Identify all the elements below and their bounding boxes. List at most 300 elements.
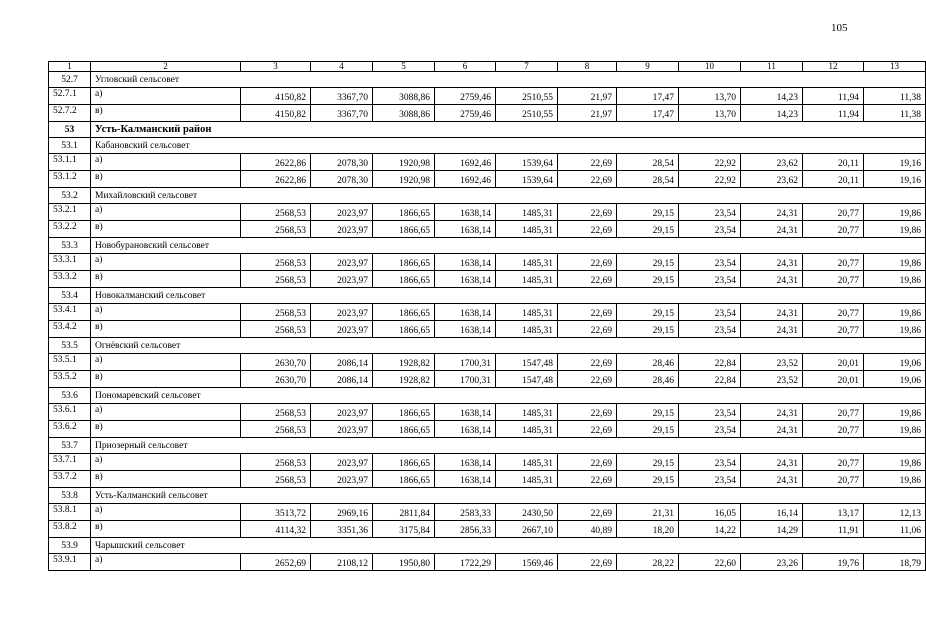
value-cell: 22,92 [679, 171, 741, 188]
value-cell: 23,54 [679, 254, 741, 271]
section-name: Огнёвский сельсовет [91, 338, 926, 354]
row-label: в) [91, 471, 241, 488]
value-cell: 19,16 [864, 154, 926, 171]
value-cell: 2510,55 [496, 88, 558, 105]
value-cell: 28,54 [617, 154, 679, 171]
row-label: а) [91, 404, 241, 421]
value-cell: 20,11 [803, 171, 864, 188]
value-cell: 1638,14 [435, 421, 496, 438]
value-cell: 22,84 [679, 371, 741, 388]
value-cell: 1866,65 [373, 421, 435, 438]
section-name: Пономаревский сельсовет [91, 388, 926, 404]
row-code: 53.8.2 [49, 521, 91, 538]
value-cell: 1485,31 [496, 454, 558, 471]
value-cell: 23,54 [679, 304, 741, 321]
value-cell: 2667,10 [496, 521, 558, 538]
value-cell: 22,69 [558, 504, 617, 521]
row-code: 53.5 [49, 338, 91, 354]
value-cell: 19,16 [864, 171, 926, 188]
value-cell: 3351,36 [311, 521, 373, 538]
value-cell: 12,13 [864, 504, 926, 521]
value-cell: 1866,65 [373, 254, 435, 271]
table-body [49, 62, 926, 571]
section-name: Михайловский сельсовет [91, 188, 926, 204]
value-cell: 22,69 [558, 221, 617, 238]
value-cell: 23,54 [679, 221, 741, 238]
table-row [49, 171, 926, 188]
row-label: в) [91, 271, 241, 288]
row-code: 53.2.1 [49, 204, 91, 221]
row-code: 53.9.1 [49, 554, 91, 571]
row-code: 53.5.1 [49, 354, 91, 371]
value-cell: 22,84 [679, 354, 741, 371]
value-cell: 19,86 [864, 454, 926, 471]
value-cell: 29,15 [617, 254, 679, 271]
column-number: 6 [435, 62, 496, 72]
value-cell: 1485,31 [496, 404, 558, 421]
table-row [49, 154, 926, 171]
column-number: 8 [558, 62, 617, 72]
section-name: Кабановский сельсовет [91, 138, 926, 154]
row-code: 53.6 [49, 388, 91, 404]
table-row [49, 304, 926, 321]
value-cell: 19,86 [864, 321, 926, 338]
section-row [49, 72, 926, 88]
value-cell: 1539,64 [496, 171, 558, 188]
value-cell: 2856,33 [435, 521, 496, 538]
table-row [49, 421, 926, 438]
value-cell: 2510,55 [496, 105, 558, 122]
value-cell: 1700,31 [435, 354, 496, 371]
value-cell: 22,69 [558, 554, 617, 571]
value-cell: 17,47 [617, 88, 679, 105]
row-code: 52.7.1 [49, 88, 91, 105]
value-cell: 29,15 [617, 471, 679, 488]
value-cell: 2630,70 [241, 354, 311, 371]
value-cell: 3088,86 [373, 105, 435, 122]
value-cell: 1928,82 [373, 371, 435, 388]
section-name: Новокалманский сельсовет [91, 288, 926, 304]
value-cell: 14,22 [679, 521, 741, 538]
table-row [49, 221, 926, 238]
section-row [49, 388, 926, 404]
row-code: 53.2.2 [49, 221, 91, 238]
value-cell: 2652,69 [241, 554, 311, 571]
value-cell: 1539,64 [496, 154, 558, 171]
value-cell: 1866,65 [373, 204, 435, 221]
value-cell: 1638,14 [435, 304, 496, 321]
value-cell: 1866,65 [373, 221, 435, 238]
value-cell: 2568,53 [241, 221, 311, 238]
value-cell: 1485,31 [496, 204, 558, 221]
value-cell: 22,69 [558, 404, 617, 421]
value-cell: 1547,48 [496, 354, 558, 371]
value-cell: 1485,31 [496, 221, 558, 238]
tariff-table [48, 61, 926, 571]
table-row [49, 321, 926, 338]
table-row [49, 554, 926, 571]
value-cell: 1866,65 [373, 471, 435, 488]
column-number: 5 [373, 62, 435, 72]
value-cell: 21,97 [558, 105, 617, 122]
row-label: в) [91, 321, 241, 338]
value-cell: 22,69 [558, 354, 617, 371]
row-label: в) [91, 421, 241, 438]
value-cell: 21,97 [558, 88, 617, 105]
value-cell: 24,31 [741, 421, 803, 438]
value-cell: 1920,98 [373, 171, 435, 188]
column-number: 4 [311, 62, 373, 72]
value-cell: 22,69 [558, 371, 617, 388]
value-cell: 24,31 [741, 471, 803, 488]
section-row [49, 188, 926, 204]
value-cell: 18,20 [617, 521, 679, 538]
value-cell: 22,69 [558, 171, 617, 188]
value-cell: 11,94 [803, 105, 864, 122]
value-cell: 20,77 [803, 254, 864, 271]
value-cell: 3367,70 [311, 88, 373, 105]
table-row [49, 404, 926, 421]
value-cell: 1638,14 [435, 254, 496, 271]
row-code: 53.4.1 [49, 304, 91, 321]
value-cell: 2023,97 [311, 421, 373, 438]
value-cell: 22,60 [679, 554, 741, 571]
section-row [49, 138, 926, 154]
table-row [49, 371, 926, 388]
value-cell: 19,06 [864, 371, 926, 388]
value-cell: 29,15 [617, 454, 679, 471]
value-cell: 20,77 [803, 271, 864, 288]
value-cell: 13,17 [803, 504, 864, 521]
value-cell: 13,70 [679, 105, 741, 122]
value-cell: 1485,31 [496, 321, 558, 338]
value-cell: 1638,14 [435, 454, 496, 471]
value-cell: 1638,14 [435, 271, 496, 288]
value-cell: 28,46 [617, 354, 679, 371]
value-cell: 22,69 [558, 271, 617, 288]
value-cell: 16,14 [741, 504, 803, 521]
value-cell: 1866,65 [373, 321, 435, 338]
value-cell: 1866,65 [373, 271, 435, 288]
section-row [49, 438, 926, 454]
row-label: а) [91, 88, 241, 105]
value-cell: 2759,46 [435, 105, 496, 122]
value-cell: 40,89 [558, 521, 617, 538]
value-cell: 2023,97 [311, 271, 373, 288]
value-cell: 24,31 [741, 321, 803, 338]
value-cell: 2568,53 [241, 271, 311, 288]
value-cell: 2568,53 [241, 304, 311, 321]
table-row [49, 521, 926, 538]
value-cell: 2568,53 [241, 321, 311, 338]
row-code: 53.5.2 [49, 371, 91, 388]
value-cell: 1485,31 [496, 254, 558, 271]
row-label: в) [91, 371, 241, 388]
value-cell: 24,31 [741, 204, 803, 221]
value-cell: 3367,70 [311, 105, 373, 122]
value-cell: 29,15 [617, 321, 679, 338]
value-cell: 3513,72 [241, 504, 311, 521]
value-cell: 20,01 [803, 354, 864, 371]
value-cell: 14,23 [741, 88, 803, 105]
row-code: 53.6.1 [49, 404, 91, 421]
column-number: 7 [496, 62, 558, 72]
table-row [49, 454, 926, 471]
value-cell: 19,86 [864, 254, 926, 271]
row-label: а) [91, 304, 241, 321]
value-cell: 19,86 [864, 271, 926, 288]
row-label: а) [91, 204, 241, 221]
row-code: 53.3.2 [49, 271, 91, 288]
row-label: в) [91, 105, 241, 122]
value-cell: 29,15 [617, 404, 679, 421]
section-row [49, 488, 926, 504]
section-row [49, 538, 926, 554]
value-cell: 23,52 [741, 371, 803, 388]
column-number: 13 [864, 62, 926, 72]
value-cell: 19,86 [864, 404, 926, 421]
value-cell: 3088,86 [373, 88, 435, 105]
value-cell: 2023,97 [311, 404, 373, 421]
value-cell: 29,15 [617, 304, 679, 321]
row-code: 53.9 [49, 538, 91, 554]
value-cell: 23,54 [679, 471, 741, 488]
value-cell: 20,01 [803, 371, 864, 388]
value-cell: 1547,48 [496, 371, 558, 388]
value-cell: 1638,14 [435, 221, 496, 238]
value-cell: 22,69 [558, 254, 617, 271]
value-cell: 11,06 [864, 521, 926, 538]
row-code: 52.7.2 [49, 105, 91, 122]
value-cell: 1920,98 [373, 154, 435, 171]
value-cell: 19,86 [864, 471, 926, 488]
row-label: а) [91, 504, 241, 521]
row-code: 53.2 [49, 188, 91, 204]
value-cell: 1700,31 [435, 371, 496, 388]
district-name: Усть-Калманский район [91, 122, 926, 138]
value-cell: 11,91 [803, 521, 864, 538]
value-cell: 14,29 [741, 521, 803, 538]
value-cell: 23,54 [679, 454, 741, 471]
value-cell: 22,69 [558, 454, 617, 471]
value-cell: 1866,65 [373, 454, 435, 471]
value-cell: 23,26 [741, 554, 803, 571]
value-cell: 16,05 [679, 504, 741, 521]
value-cell: 24,31 [741, 271, 803, 288]
value-cell: 1638,14 [435, 404, 496, 421]
row-code: 53.7.1 [49, 454, 91, 471]
row-code: 53.7 [49, 438, 91, 454]
section-name: Новобурановский сельсовет [91, 238, 926, 254]
row-code: 53 [49, 122, 91, 138]
column-number: 11 [741, 62, 803, 72]
value-cell: 20,77 [803, 471, 864, 488]
section-row [49, 288, 926, 304]
value-cell: 1692,46 [435, 171, 496, 188]
value-cell: 19,76 [803, 554, 864, 571]
value-cell: 23,54 [679, 204, 741, 221]
value-cell: 29,15 [617, 204, 679, 221]
value-cell: 29,15 [617, 271, 679, 288]
value-cell: 29,15 [617, 221, 679, 238]
section-row [49, 238, 926, 254]
section-name: Угловский сельсовет [91, 72, 926, 88]
value-cell: 22,92 [679, 154, 741, 171]
table-row [49, 471, 926, 488]
value-cell: 1638,14 [435, 321, 496, 338]
value-cell: 2023,97 [311, 221, 373, 238]
section-row [49, 338, 926, 354]
value-cell: 19,86 [864, 304, 926, 321]
value-cell: 2583,33 [435, 504, 496, 521]
column-number: 2 [91, 62, 241, 72]
value-cell: 2023,97 [311, 321, 373, 338]
value-cell: 2568,53 [241, 254, 311, 271]
value-cell: 2078,30 [311, 171, 373, 188]
value-cell: 22,69 [558, 154, 617, 171]
value-cell: 1485,31 [496, 304, 558, 321]
value-cell: 28,54 [617, 171, 679, 188]
row-code: 53.8.1 [49, 504, 91, 521]
value-cell: 19,06 [864, 354, 926, 371]
table-row [49, 271, 926, 288]
column-number: 9 [617, 62, 679, 72]
value-cell: 1866,65 [373, 404, 435, 421]
value-cell: 28,46 [617, 371, 679, 388]
value-cell: 2023,97 [311, 454, 373, 471]
value-cell: 4114,32 [241, 521, 311, 538]
value-cell: 2568,53 [241, 471, 311, 488]
value-cell: 22,69 [558, 321, 617, 338]
row-label: в) [91, 521, 241, 538]
value-cell: 2023,97 [311, 204, 373, 221]
row-code: 53.4 [49, 288, 91, 304]
value-cell: 20,77 [803, 454, 864, 471]
value-cell: 2630,70 [241, 371, 311, 388]
table-row [49, 504, 926, 521]
value-cell: 23,62 [741, 154, 803, 171]
value-cell: 24,31 [741, 454, 803, 471]
value-cell: 29,15 [617, 421, 679, 438]
row-code: 53.4.2 [49, 321, 91, 338]
value-cell: 22,69 [558, 304, 617, 321]
value-cell: 20,11 [803, 154, 864, 171]
value-cell: 3175,84 [373, 521, 435, 538]
value-cell: 23,62 [741, 171, 803, 188]
section-name: Усть-Калманский сельсовет [91, 488, 926, 504]
value-cell: 22,69 [558, 204, 617, 221]
section-name: Чарышский сельсовет [91, 538, 926, 554]
column-number: 1 [49, 62, 91, 72]
value-cell: 24,31 [741, 304, 803, 321]
row-code: 53.3 [49, 238, 91, 254]
column-number-row [49, 62, 926, 72]
value-cell: 20,77 [803, 404, 864, 421]
row-code: 53.8 [49, 488, 91, 504]
column-number: 3 [241, 62, 311, 72]
table-row [49, 354, 926, 371]
row-label: а) [91, 154, 241, 171]
row-label: в) [91, 171, 241, 188]
value-cell: 1485,31 [496, 471, 558, 488]
row-code: 53.1.2 [49, 171, 91, 188]
column-number: 12 [803, 62, 864, 72]
value-cell: 1638,14 [435, 204, 496, 221]
value-cell: 19,86 [864, 204, 926, 221]
value-cell: 23,54 [679, 321, 741, 338]
table-row [49, 204, 926, 221]
row-label: а) [91, 254, 241, 271]
value-cell: 2622,86 [241, 171, 311, 188]
value-cell: 23,54 [679, 421, 741, 438]
value-cell: 20,77 [803, 321, 864, 338]
value-cell: 1950,80 [373, 554, 435, 571]
table-row [49, 88, 926, 105]
value-cell: 14,23 [741, 105, 803, 122]
row-label: а) [91, 454, 241, 471]
value-cell: 13,70 [679, 88, 741, 105]
value-cell: 1485,31 [496, 421, 558, 438]
value-cell: 20,77 [803, 421, 864, 438]
value-cell: 2023,97 [311, 254, 373, 271]
row-code: 53.1 [49, 138, 91, 154]
value-cell: 2568,53 [241, 454, 311, 471]
section-name: Приозерный сельсовет [91, 438, 926, 454]
value-cell: 20,77 [803, 204, 864, 221]
value-cell: 18,79 [864, 554, 926, 571]
value-cell: 22,69 [558, 471, 617, 488]
value-cell: 2759,46 [435, 88, 496, 105]
row-label: а) [91, 354, 241, 371]
value-cell: 23,54 [679, 404, 741, 421]
table-row [49, 254, 926, 271]
column-number: 10 [679, 62, 741, 72]
row-label: в) [91, 221, 241, 238]
value-cell: 2023,97 [311, 304, 373, 321]
value-cell: 4150,82 [241, 105, 311, 122]
row-label: а) [91, 554, 241, 571]
row-code: 53.3.1 [49, 254, 91, 271]
value-cell: 1638,14 [435, 471, 496, 488]
table-row [49, 105, 926, 122]
value-cell: 20,77 [803, 304, 864, 321]
row-code: 53.1.1 [49, 154, 91, 171]
value-cell: 21,31 [617, 504, 679, 521]
value-cell: 24,31 [741, 254, 803, 271]
value-cell: 28,22 [617, 554, 679, 571]
page-number: 105 [831, 22, 848, 34]
value-cell: 4150,82 [241, 88, 311, 105]
value-cell: 2430,50 [496, 504, 558, 521]
value-cell: 23,52 [741, 354, 803, 371]
value-cell: 1569,46 [496, 554, 558, 571]
row-code: 52.7 [49, 72, 91, 88]
value-cell: 11,94 [803, 88, 864, 105]
value-cell: 2023,97 [311, 471, 373, 488]
value-cell: 2568,53 [241, 421, 311, 438]
value-cell: 11,38 [864, 105, 926, 122]
value-cell: 2108,12 [311, 554, 373, 571]
value-cell: 24,31 [741, 404, 803, 421]
value-cell: 1866,65 [373, 304, 435, 321]
value-cell: 2086,14 [311, 354, 373, 371]
value-cell: 2811,84 [373, 504, 435, 521]
value-cell: 2969,16 [311, 504, 373, 521]
value-cell: 1485,31 [496, 271, 558, 288]
value-cell: 2086,14 [311, 371, 373, 388]
value-cell: 2568,53 [241, 204, 311, 221]
value-cell: 24,31 [741, 221, 803, 238]
